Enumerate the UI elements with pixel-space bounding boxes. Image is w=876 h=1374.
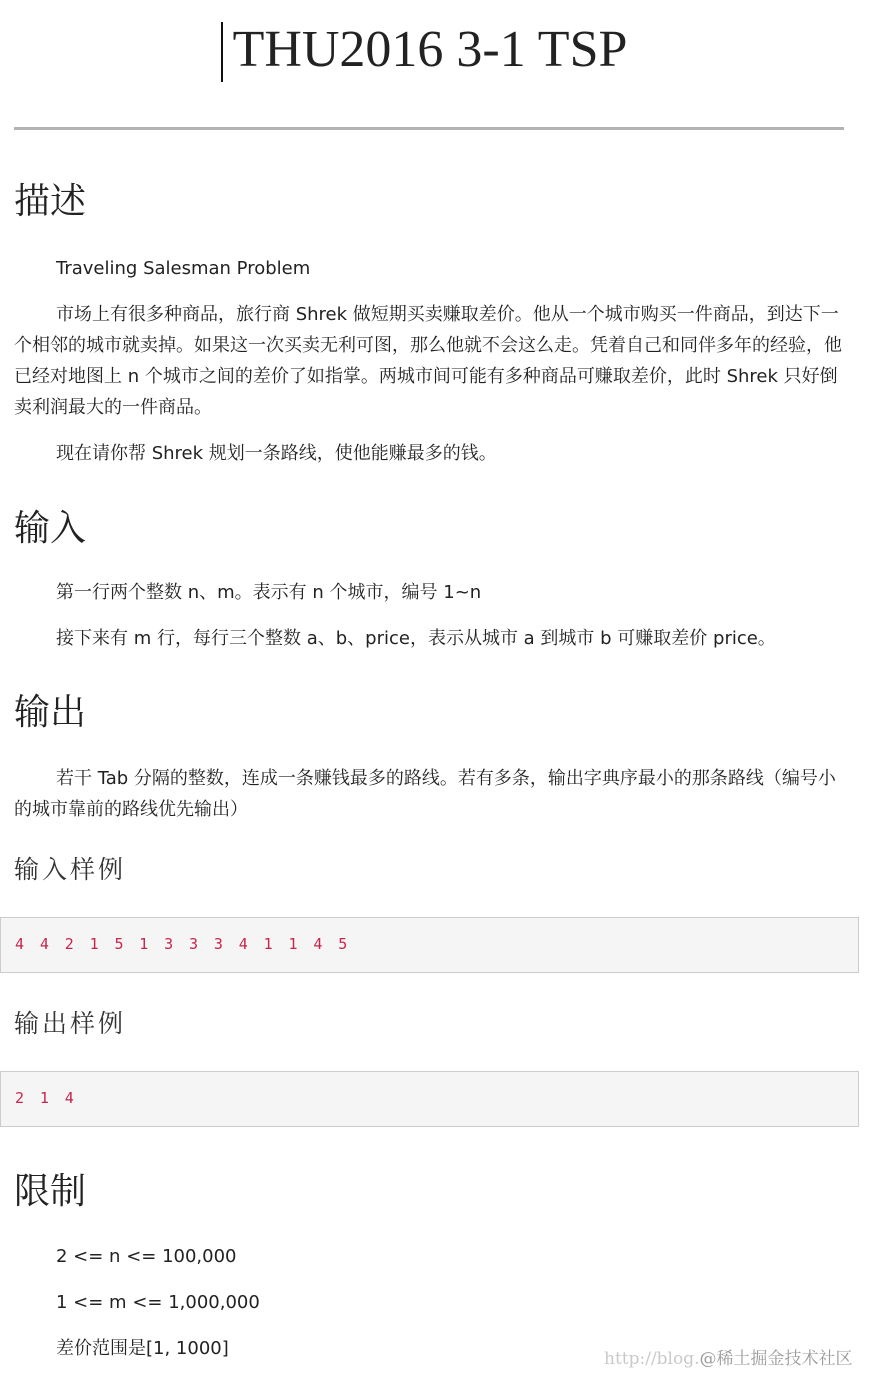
problem-subtitle: Traveling Salesman Problem	[56, 258, 311, 279]
description-heading: 描述	[14, 181, 87, 222]
sample-output-heading: 输出样例	[14, 1009, 127, 1038]
input-heading: 输入	[14, 508, 87, 549]
sample-input-code-block	[0, 917, 859, 973]
description-paragraph-1: 市场上有很多种商品，旅行商 Shrek 做短期买卖赚取差价。他从一个城市购买一件商品，到达下一个相邻的城市就卖掉。如果这一次买卖无利可图，那么他就不会这么走。凭着自己和同伴多年的经验，他已经对地图上 n 个城市之间的差价了如指掌。两城市间可能有多种商品可赚取差价，此时 Shrek 只好倒卖利润最大的一件商品。	[14, 304, 842, 418]
limits-heading: 限制	[14, 1171, 87, 1212]
output-paragraph: 若干 Tab 分隔的整数，连成一条赚钱最多的路线。若有多条，输出字典序最小的那条路线（编号小的城市靠前的路线优先输出）	[14, 768, 836, 820]
title-divider	[14, 127, 844, 130]
description-paragraph-2: 现在请你帮 Shrek 规划一条路线，使他能赚最多的钱。	[56, 443, 497, 464]
limit-price-range: 差价范围是[1, 1000]	[56, 1338, 229, 1359]
sample-output-code: 2 1 4	[15, 1089, 78, 1107]
limit-n: 2 <= n <= 100,000	[56, 1246, 237, 1267]
page-title: THU2016 3-1 TSP	[232, 21, 628, 78]
watermark-brand: @稀土掘金技术社区	[699, 1349, 853, 1369]
output-heading: 输出	[14, 692, 87, 733]
limit-m: 1 <= m <= 1,000,000	[56, 1292, 260, 1313]
sample-input-code: 4 4 2 1 5 1 3 3 3 4 1 1 4 5	[15, 935, 351, 953]
sample-output-code-block	[0, 1071, 859, 1127]
sample-input-heading: 输入样例	[14, 855, 127, 884]
watermark-url: http://blog.	[604, 1349, 700, 1369]
input-line-1: 第一行两个整数 n、m。表示有 n 个城市，编号 1~n	[56, 582, 482, 603]
input-line-2: 接下来有 m 行，每行三个整数 a、b、price，表示从城市 a 到城市 b 可赚取差价 price。	[56, 628, 776, 649]
watermark	[604, 1344, 853, 1369]
